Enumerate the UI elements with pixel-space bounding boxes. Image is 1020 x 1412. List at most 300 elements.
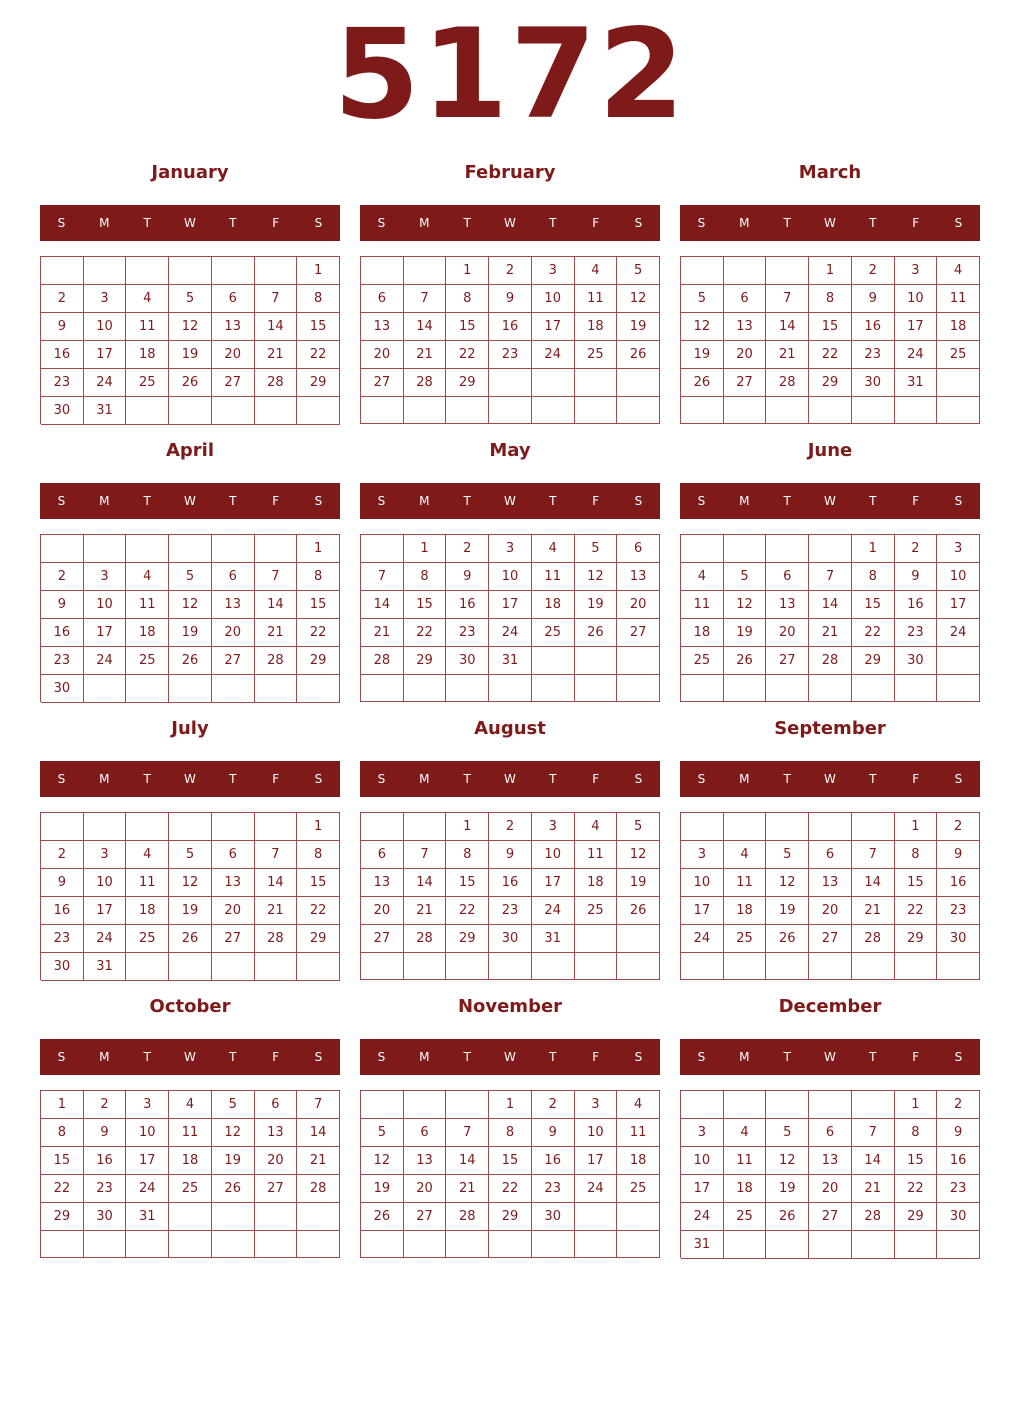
day-grid — [40, 256, 340, 424]
day-cell: 1 — [809, 257, 852, 285]
day-cell: 23 — [41, 925, 84, 953]
day-cell: 16 — [895, 591, 938, 619]
day-cell: 13 — [809, 1147, 852, 1175]
month-april — [40, 436, 340, 706]
day-cell: 13 — [361, 313, 404, 341]
day-cell: 15 — [895, 1147, 938, 1175]
day-cell — [212, 397, 255, 425]
day-cell — [852, 813, 895, 841]
day-cell: 20 — [766, 619, 809, 647]
day-cell — [852, 675, 895, 702]
day-cell: 1 — [297, 813, 340, 841]
day-cell: 5 — [617, 257, 660, 285]
weekday-label: T — [549, 772, 557, 786]
day-cell: 30 — [41, 675, 84, 703]
weekday-label: T — [869, 772, 877, 786]
day-cell: 25 — [126, 647, 169, 675]
day-cell: 20 — [212, 619, 255, 647]
day-cell: 3 — [681, 1119, 724, 1147]
day-cell: 22 — [852, 619, 895, 647]
day-cell: 20 — [617, 591, 660, 619]
weekday-label: T — [783, 772, 791, 786]
month-title: December — [778, 996, 882, 1017]
weekday-label: T — [869, 216, 877, 230]
day-cell: 22 — [446, 897, 489, 925]
day-cell: 26 — [617, 341, 660, 369]
weekday-label: W — [184, 216, 196, 230]
day-cell: 2 — [41, 285, 84, 313]
day-cell: 1 — [404, 535, 447, 563]
day-cell: 22 — [404, 619, 447, 647]
day-cell: 10 — [575, 1119, 618, 1147]
day-cell: 8 — [297, 285, 340, 313]
day-cell — [937, 397, 980, 424]
day-cell — [126, 535, 169, 563]
weekday-label: M — [739, 216, 750, 230]
day-cell: 7 — [255, 563, 298, 591]
day-cell: 22 — [297, 341, 340, 369]
weekday-label: S — [57, 494, 66, 508]
day-cell: 7 — [404, 841, 447, 869]
day-cell — [532, 397, 575, 424]
day-cell: 26 — [617, 897, 660, 925]
day-cell — [852, 1231, 895, 1259]
day-cell: 12 — [766, 1147, 809, 1175]
day-cell: 7 — [297, 1091, 340, 1119]
day-cell — [169, 953, 212, 981]
day-cell: 16 — [41, 897, 84, 925]
day-cell: 19 — [724, 619, 767, 647]
day-cell — [255, 1203, 298, 1231]
day-cell: 30 — [489, 925, 532, 953]
day-cell: 24 — [532, 341, 575, 369]
weekday-label: T — [143, 494, 151, 508]
day-cell: 8 — [41, 1119, 84, 1147]
day-cell — [766, 397, 809, 424]
day-cell — [212, 257, 255, 285]
weekday-label: F — [592, 1050, 600, 1064]
day-cell: 18 — [532, 591, 575, 619]
day-cell: 2 — [489, 813, 532, 841]
day-cell — [617, 647, 660, 675]
day-cell — [404, 953, 447, 980]
weekday-label: T — [143, 216, 151, 230]
day-cell — [404, 675, 447, 702]
day-cell: 7 — [361, 563, 404, 591]
weekday-label: S — [314, 1050, 323, 1064]
day-cell — [724, 675, 767, 702]
day-cell: 7 — [255, 841, 298, 869]
day-cell: 29 — [446, 369, 489, 397]
day-cell: 19 — [212, 1147, 255, 1175]
day-cell — [169, 535, 212, 563]
day-cell: 17 — [532, 869, 575, 897]
weekday-header — [680, 1039, 980, 1075]
day-cell: 29 — [489, 1203, 532, 1231]
day-cell: 27 — [361, 369, 404, 397]
day-cell — [126, 675, 169, 703]
day-cell — [575, 953, 618, 980]
weekday-label: F — [912, 216, 920, 230]
day-cell: 29 — [809, 369, 852, 397]
day-cell: 18 — [937, 313, 980, 341]
weekday-label: S — [377, 216, 386, 230]
day-cell: 18 — [126, 341, 169, 369]
day-cell — [575, 647, 618, 675]
day-cell: 9 — [84, 1119, 127, 1147]
day-cell: 17 — [532, 313, 575, 341]
month-november — [360, 992, 660, 1262]
day-cell — [361, 675, 404, 702]
day-cell: 15 — [404, 591, 447, 619]
month-title: August — [474, 718, 546, 739]
day-cell: 26 — [681, 369, 724, 397]
month-title: October — [149, 996, 231, 1017]
weekday-label: T — [229, 216, 237, 230]
day-cell: 27 — [809, 1203, 852, 1231]
day-cell: 24 — [937, 619, 980, 647]
day-cell: 27 — [766, 647, 809, 675]
day-cell: 28 — [766, 369, 809, 397]
day-cell: 7 — [446, 1119, 489, 1147]
day-cell: 21 — [361, 619, 404, 647]
day-cell: 11 — [617, 1119, 660, 1147]
day-cell: 21 — [809, 619, 852, 647]
day-cell: 24 — [895, 341, 938, 369]
day-cell: 30 — [937, 925, 980, 953]
day-cell — [724, 1231, 767, 1259]
day-cell: 23 — [41, 647, 84, 675]
day-cell: 14 — [255, 869, 298, 897]
day-cell: 8 — [446, 285, 489, 313]
day-cell — [84, 257, 127, 285]
day-cell — [489, 397, 532, 424]
day-cell: 3 — [532, 813, 575, 841]
weekday-label: S — [377, 494, 386, 508]
day-cell: 21 — [255, 897, 298, 925]
day-cell: 1 — [852, 535, 895, 563]
day-cell: 9 — [489, 285, 532, 313]
day-cell: 24 — [489, 619, 532, 647]
weekday-label: S — [634, 216, 643, 230]
day-cell: 22 — [489, 1175, 532, 1203]
day-cell: 16 — [41, 341, 84, 369]
day-cell: 10 — [532, 841, 575, 869]
day-cell: 28 — [852, 1203, 895, 1231]
month-title: September — [774, 718, 886, 739]
day-cell: 17 — [489, 591, 532, 619]
weekday-label: T — [869, 494, 877, 508]
month-january — [40, 158, 340, 428]
day-cell: 20 — [361, 341, 404, 369]
day-cell: 28 — [852, 925, 895, 953]
day-cell: 7 — [766, 285, 809, 313]
month-title: April — [165, 440, 215, 461]
month-may — [360, 436, 660, 706]
day-cell: 25 — [937, 341, 980, 369]
day-cell: 10 — [84, 591, 127, 619]
day-cell: 23 — [84, 1175, 127, 1203]
day-cell: 25 — [681, 647, 724, 675]
day-cell — [852, 953, 895, 980]
day-cell: 9 — [532, 1119, 575, 1147]
day-cell — [446, 675, 489, 702]
day-cell: 10 — [84, 313, 127, 341]
day-cell: 30 — [895, 647, 938, 675]
day-cell: 28 — [255, 925, 298, 953]
day-cell: 23 — [446, 619, 489, 647]
day-cell: 13 — [212, 591, 255, 619]
day-cell: 30 — [532, 1203, 575, 1231]
month-june — [680, 436, 980, 706]
month-title: November — [457, 996, 563, 1017]
day-cell — [255, 1231, 298, 1258]
weekday-label: F — [912, 1050, 920, 1064]
day-cell: 12 — [681, 313, 724, 341]
day-cell: 14 — [446, 1147, 489, 1175]
day-cell: 19 — [575, 591, 618, 619]
day-cell: 15 — [489, 1147, 532, 1175]
month-title: May — [489, 440, 531, 461]
day-cell: 15 — [297, 313, 340, 341]
weekday-label: F — [912, 772, 920, 786]
day-cell: 11 — [532, 563, 575, 591]
day-cell: 13 — [617, 563, 660, 591]
day-cell — [169, 1203, 212, 1231]
day-cell: 6 — [212, 563, 255, 591]
day-cell: 24 — [84, 647, 127, 675]
day-cell — [404, 813, 447, 841]
weekday-label: T — [549, 216, 557, 230]
day-cell: 31 — [681, 1231, 724, 1259]
day-cell: 12 — [169, 869, 212, 897]
day-cell — [41, 813, 84, 841]
day-cell — [361, 1231, 404, 1258]
weekday-label: W — [824, 1050, 836, 1064]
day-cell: 30 — [852, 369, 895, 397]
day-cell: 21 — [255, 341, 298, 369]
day-cell: 6 — [617, 535, 660, 563]
day-cell: 29 — [297, 369, 340, 397]
day-cell: 27 — [809, 925, 852, 953]
weekday-label: T — [549, 494, 557, 508]
day-cell: 3 — [895, 257, 938, 285]
day-cell: 4 — [126, 285, 169, 313]
day-cell: 6 — [404, 1119, 447, 1147]
day-cell — [84, 535, 127, 563]
day-cell — [895, 675, 938, 702]
day-cell — [255, 813, 298, 841]
day-cell — [297, 953, 340, 981]
weekday-label: W — [184, 772, 196, 786]
day-cell — [809, 813, 852, 841]
weekday-label: M — [739, 772, 750, 786]
day-cell: 1 — [446, 257, 489, 285]
day-cell: 26 — [361, 1203, 404, 1231]
day-cell — [895, 1231, 938, 1259]
day-cell: 5 — [169, 285, 212, 313]
day-cell — [297, 1231, 340, 1258]
day-cell: 30 — [41, 953, 84, 981]
day-cell: 13 — [212, 869, 255, 897]
day-cell — [766, 257, 809, 285]
weekday-label: M — [739, 494, 750, 508]
weekday-header — [360, 205, 660, 241]
day-cell: 4 — [575, 257, 618, 285]
day-cell: 24 — [575, 1175, 618, 1203]
day-cell — [404, 1231, 447, 1258]
day-cell: 4 — [724, 841, 767, 869]
month-title: July — [171, 718, 209, 739]
day-cell — [681, 953, 724, 980]
day-cell: 26 — [766, 1203, 809, 1231]
day-cell: 9 — [446, 563, 489, 591]
day-cell: 2 — [41, 841, 84, 869]
day-cell — [766, 535, 809, 563]
day-cell — [255, 397, 298, 425]
weekday-label: W — [504, 494, 516, 508]
day-cell: 2 — [41, 563, 84, 591]
day-cell: 20 — [724, 341, 767, 369]
day-cell: 5 — [766, 1119, 809, 1147]
day-cell — [852, 1091, 895, 1119]
weekday-label: S — [57, 772, 66, 786]
weekday-header — [360, 483, 660, 519]
day-cell: 18 — [169, 1147, 212, 1175]
weekday-label: S — [954, 494, 963, 508]
day-cell: 12 — [169, 591, 212, 619]
day-cell — [361, 813, 404, 841]
day-cell: 16 — [41, 619, 84, 647]
weekday-label: W — [824, 494, 836, 508]
weekday-label: S — [697, 494, 706, 508]
day-cell: 27 — [361, 925, 404, 953]
day-cell: 6 — [809, 1119, 852, 1147]
weekday-label: M — [99, 216, 110, 230]
day-cell — [361, 257, 404, 285]
day-cell: 20 — [361, 897, 404, 925]
day-cell: 23 — [41, 369, 84, 397]
day-cell: 7 — [404, 285, 447, 313]
weekday-header — [40, 761, 340, 797]
day-cell: 3 — [84, 563, 127, 591]
day-grid — [680, 812, 980, 980]
day-cell: 6 — [809, 841, 852, 869]
day-cell — [575, 1231, 618, 1258]
day-cell — [212, 1203, 255, 1231]
weekday-label: F — [272, 216, 280, 230]
day-cell: 11 — [126, 869, 169, 897]
day-cell: 10 — [532, 285, 575, 313]
month-title: January — [151, 162, 229, 183]
day-cell: 18 — [724, 1175, 767, 1203]
day-cell — [575, 397, 618, 424]
day-cell: 14 — [255, 313, 298, 341]
day-cell — [766, 953, 809, 980]
day-cell: 9 — [937, 841, 980, 869]
day-cell: 29 — [446, 925, 489, 953]
day-cell — [489, 369, 532, 397]
day-cell: 1 — [446, 813, 489, 841]
day-cell: 3 — [84, 841, 127, 869]
day-cell: 31 — [84, 953, 127, 981]
day-cell: 3 — [575, 1091, 618, 1119]
weekday-label: T — [229, 494, 237, 508]
day-cell: 7 — [809, 563, 852, 591]
day-cell: 15 — [809, 313, 852, 341]
weekday-label: S — [634, 494, 643, 508]
weekday-label: T — [143, 772, 151, 786]
day-cell — [852, 397, 895, 424]
day-cell: 12 — [617, 841, 660, 869]
day-cell: 8 — [446, 841, 489, 869]
day-grid — [360, 256, 660, 424]
day-cell — [895, 397, 938, 424]
weekday-label: W — [184, 494, 196, 508]
day-cell: 21 — [404, 341, 447, 369]
weekday-label: T — [783, 1050, 791, 1064]
day-cell — [937, 369, 980, 397]
day-cell: 22 — [895, 1175, 938, 1203]
day-cell — [809, 535, 852, 563]
day-cell: 25 — [169, 1175, 212, 1203]
day-cell — [126, 397, 169, 425]
day-cell: 5 — [681, 285, 724, 313]
day-cell: 21 — [446, 1175, 489, 1203]
day-cell: 12 — [724, 591, 767, 619]
weekday-label: F — [592, 772, 600, 786]
weekday-label: W — [184, 1050, 196, 1064]
day-cell: 23 — [937, 1175, 980, 1203]
day-cell: 13 — [766, 591, 809, 619]
day-cell: 22 — [41, 1175, 84, 1203]
day-cell: 8 — [852, 563, 895, 591]
day-cell: 10 — [489, 563, 532, 591]
day-cell — [809, 397, 852, 424]
day-cell: 21 — [404, 897, 447, 925]
day-cell: 2 — [937, 813, 980, 841]
day-cell: 19 — [169, 897, 212, 925]
day-cell — [361, 1091, 404, 1119]
day-grid — [680, 1090, 980, 1258]
day-cell — [361, 397, 404, 424]
day-cell: 17 — [937, 591, 980, 619]
day-cell: 23 — [489, 341, 532, 369]
weekday-label: M — [419, 216, 430, 230]
day-cell: 21 — [852, 1175, 895, 1203]
weekday-label: S — [954, 772, 963, 786]
day-cell — [724, 257, 767, 285]
day-cell: 8 — [297, 563, 340, 591]
day-cell — [937, 675, 980, 702]
day-cell: 20 — [212, 897, 255, 925]
day-cell: 24 — [532, 897, 575, 925]
day-cell: 27 — [404, 1203, 447, 1231]
day-cell: 22 — [446, 341, 489, 369]
day-cell — [724, 1091, 767, 1119]
day-cell: 17 — [84, 619, 127, 647]
day-cell — [681, 397, 724, 424]
day-cell — [617, 369, 660, 397]
day-cell: 28 — [361, 647, 404, 675]
day-cell: 22 — [895, 897, 938, 925]
day-cell — [446, 953, 489, 980]
weekday-label: M — [419, 772, 430, 786]
weekday-label: F — [272, 494, 280, 508]
day-cell: 2 — [489, 257, 532, 285]
day-cell: 5 — [169, 841, 212, 869]
day-cell: 11 — [724, 869, 767, 897]
